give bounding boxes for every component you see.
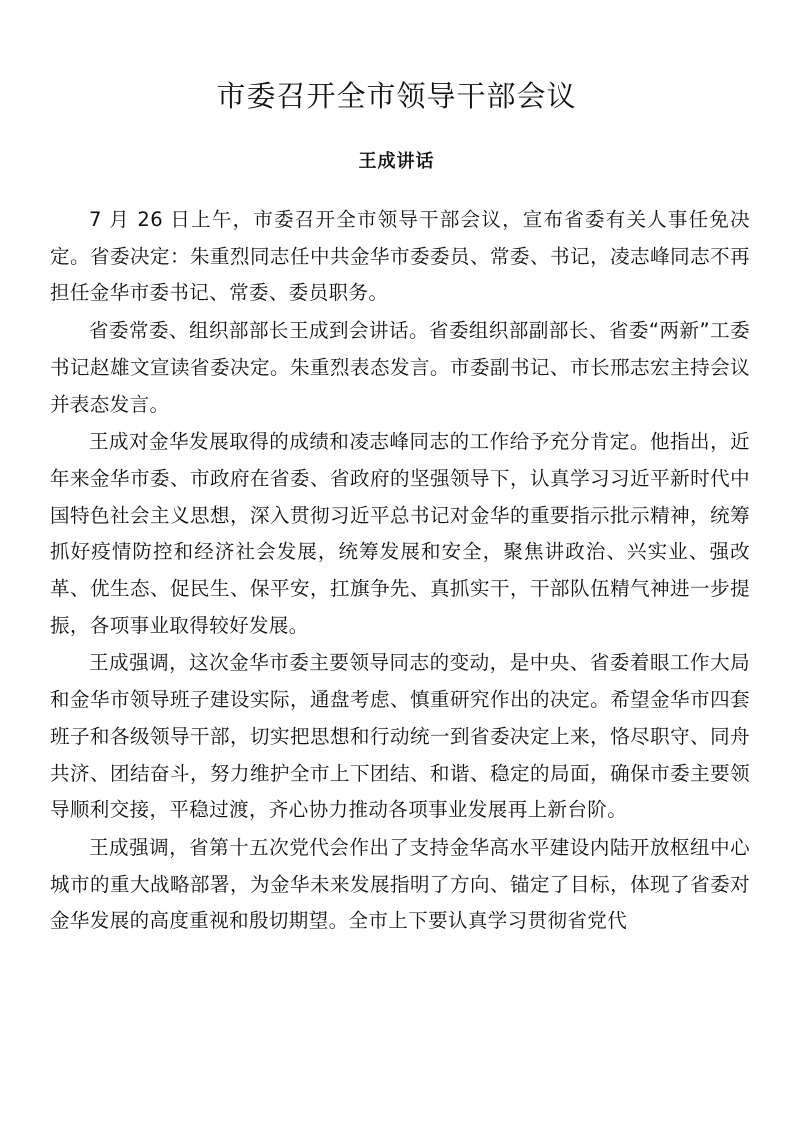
article-body bbox=[50, 202, 750, 941]
paragraph-5: 王成强调，省第十五次党代会作出了支持金华高水平建设内陆开放枢纽中心城市的重大战略部署，为金华未来发展指明了方向、锚定了目标，体现了省委对金华发展的高度重视和殷切期望。全市上下要认真学习贯彻省党代 bbox=[50, 835, 750, 933]
page-title: 市委召开全市领导干部会议 bbox=[216, 79, 577, 113]
paragraph-1: 7 月 26 日上午，市委召开全市领导干部会议，宣布省委有关人事任免决定。省委决定：朱重烈同志任中共金华市委委员、常委、书记，凌志峰同志不再担任金华市委书记、常委、委员职务。 bbox=[50, 208, 750, 305]
paragraph-4: 王成强调，这次金华市委主要领导同志的变动，是中央、省委着眼工作大局和金华市领导班子建设实际，通盘考虑、慎重研究作出的决定。希望金华市四套班子和各级领导干部，切实把思想和行动统一到省委决定上来，恪尽职守、同舟共济、团结奋斗，努力维护全市上下团结、和谐、稳定的局面，确保市委主要领导顺利交接，平稳过渡，齐心协力推动各项事业发展再上新台阶。 bbox=[50, 651, 750, 822]
paragraph-2: 省委常委、组织部部长王成到会讲话。省委组织部副部长、省委“两新”工委书记赵雄文宣读省委决定。朱重烈表态发言。市委副书记、市长邢志宏主持会议并表态发言。 bbox=[50, 319, 750, 416]
paragraph-3: 王成对金华发展取得的成绩和凌志峰同志的工作给予充分肯定。他指出，近年来金华市委、市政府在省委、省政府的坚强领导下，认真学习习近平新时代中国特色社会主义思想，深入贯彻习近平总书记对金华的重要指示批示精神，统筹抓好疫情防控和经济社会发展，统筹发展和安全，聚焦讲政治、兴实业、强改革、优生态、促民生、保平安，扛旗争先、真抓实干，干部队伍精气神进一步提振，各项事业取得较好发展。 bbox=[50, 430, 750, 637]
page-subtitle: 王成讲话 bbox=[358, 151, 435, 172]
